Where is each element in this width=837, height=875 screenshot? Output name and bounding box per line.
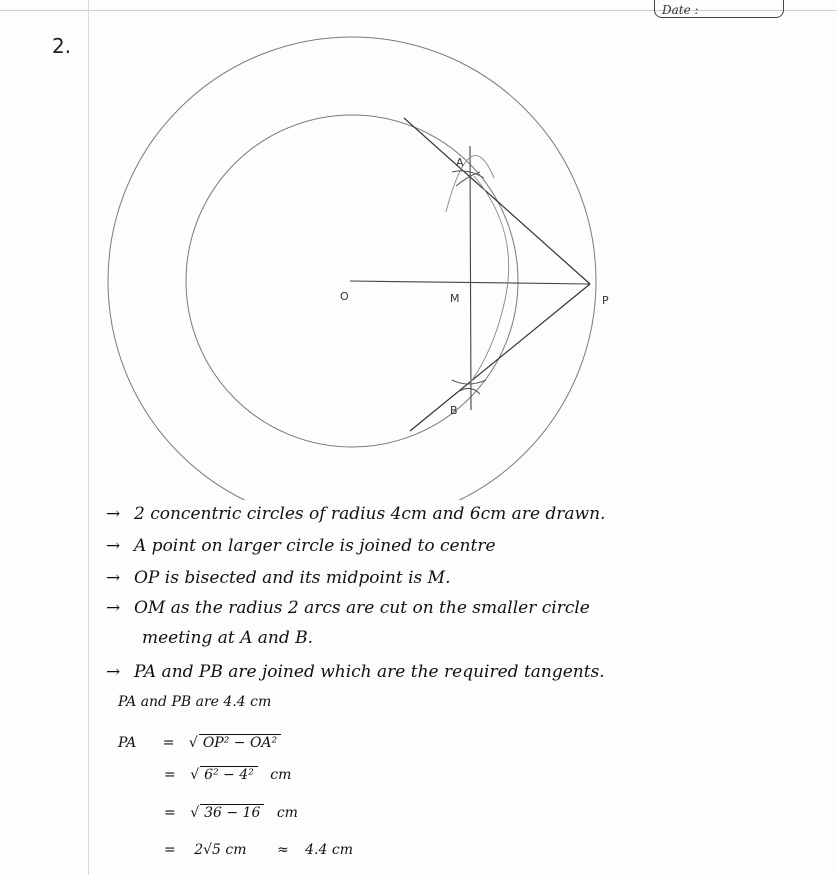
calc-radicand-2: 6² − 4² (200, 766, 258, 783)
step-4 (106, 598, 590, 618)
arrow-icon: → (106, 504, 121, 524)
tangent-pa (404, 118, 590, 284)
tangent-pb (410, 284, 590, 431)
sqrt-icon: √ (190, 805, 200, 821)
calc-eq-4: = (164, 842, 176, 858)
step-5 (106, 662, 605, 682)
step-1-text: 2 concentric circles of radius 4cm and 6cm are drawn. (134, 504, 606, 524)
arrow-icon: → (106, 662, 121, 682)
label-p: P (602, 294, 609, 307)
perpendicular-bisector (470, 146, 471, 410)
calc-approx: ≈ (276, 842, 289, 858)
step-1 (106, 504, 605, 524)
calc-eq-2: = (164, 767, 176, 783)
label-b: B (450, 404, 458, 417)
calc-final: 4.4 cm (305, 842, 353, 858)
step-2 (106, 536, 496, 556)
step-3-text: OP is bisected and its midpoint is M. (134, 568, 451, 588)
date-label: Date : (662, 3, 699, 17)
calc-line-3 (164, 804, 298, 821)
label-o: O (340, 290, 349, 303)
arrow-icon: → (106, 598, 121, 618)
calc-unit-3: cm (276, 805, 298, 821)
calc-unit-2: cm (270, 767, 292, 783)
arrow-icon: → (106, 568, 121, 588)
calc-line-2 (164, 766, 291, 783)
calc-eq-3: = (164, 805, 176, 821)
step-5-text: PA and PB are joined which are the required tangents. (134, 662, 605, 682)
larger-circle (108, 37, 596, 500)
label-m: M (450, 292, 460, 305)
calc-radicand-3: 36 − 16 (200, 804, 264, 821)
question-number: 2. (52, 34, 72, 58)
result-statement: PA and PB are 4.4 cm (118, 694, 272, 710)
sqrt-icon: √ (188, 735, 198, 751)
step-3 (106, 568, 450, 588)
calc-lhs: PA (118, 735, 137, 751)
step-4-text: OM as the radius 2 arcs are cut on the smaller circle (134, 598, 590, 618)
calc-line-4 (164, 842, 353, 858)
calc-radicand-1: OP² − OA² (199, 734, 281, 751)
calc-eq-1: = (162, 735, 175, 751)
arrow-icon: → (106, 536, 121, 556)
sqrt-icon: √ (190, 767, 200, 783)
step-4-continued: meeting at A and B. (142, 628, 314, 648)
calc-simplified: 2√5 cm (194, 842, 247, 858)
step-2-text: A point on larger circle is joined to centre (134, 536, 496, 556)
calc-line-1 (118, 734, 281, 751)
label-a: A (456, 156, 464, 169)
